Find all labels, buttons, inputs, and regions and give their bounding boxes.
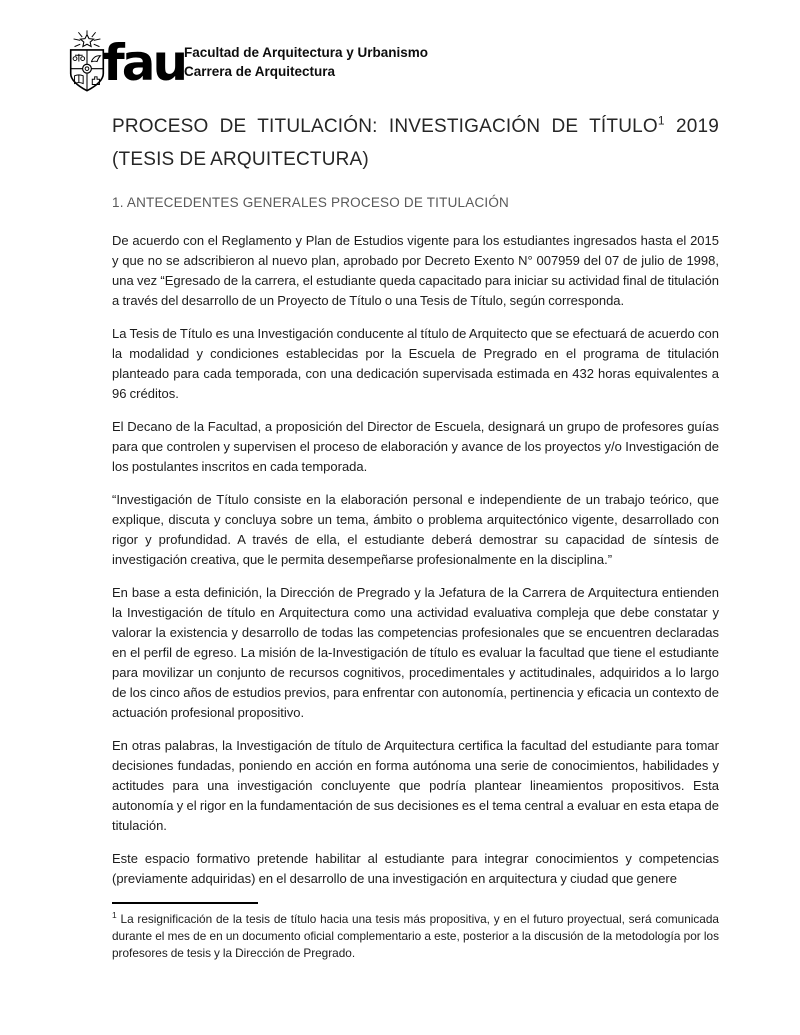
faculty-name: Facultad de Arquitectura y Urbanismo [184, 45, 429, 60]
footnote-text: La resignificación de la tesis de título hacia una tesis más propositiva, y en el futuro proyectual, será comunicada durante el mes de en un documento oficial complementario a este, posterior a la discusión de la metodología por los profesores de tesis y la Dirección de Pregrado. [112, 912, 719, 960]
document-title-text: PROCESO DE TITULACIÓN: INVESTIGACIÓN DE TÍTULO [112, 116, 658, 137]
footnote-separator [112, 902, 258, 904]
body-paragraphs [112, 231, 719, 889]
title-footnote-ref: 1 [657, 113, 665, 128]
section-heading: 1. ANTECEDENTES GENERALES PROCESO DE TITULACIÓN [112, 195, 509, 210]
footnote-marker: 1 [112, 910, 117, 921]
letterhead-text [184, 43, 428, 81]
career-name: Carrera de Arquitectura [184, 64, 336, 79]
document-title [112, 110, 719, 176]
paragraph: La Tesis de Título es una Investigación conducente al título de Arquitecto que se efectuará de acuerdo con la modalidad y condiciones establecidas por la Escuela de Pregrado en el programa de titulación planteado para cada temporada, con una dedicación supervisada estimada en 432 horas equivalentes a 96 créditos. [112, 326, 719, 401]
fau-logotype: fau [103, 34, 186, 92]
paragraph: El Decano de la Facultad, a proposición del Director de Escuela, designará un grupo de profesores guías para que controlen y supervisen el proceso de elaboración y avance de los proyectos y/o Investigación de los postulantes inscritos en cada temporada. [112, 419, 719, 474]
paragraph: De acuerdo con el Reglamento y Plan de Estudios vigente para los estudiantes ingresados hasta el 2015 y que no se adscribieron al nuevo plan, aprobado por Decreto Exento N° 007959 del 07 de julio de 1998, una vez “Egresado de la carrera, el estudiante queda capacitado para iniciar su actividad final de titulación a través del desarrollo de un Proyecto de Título o una Tesis de Título, según corresponda. [112, 233, 719, 308]
document-title-year: 2019 (TESIS DE ARQUITECTURA) [112, 116, 720, 170]
letterhead [64, 28, 524, 94]
document-content [112, 98, 719, 962]
paragraph: Este espacio formativo pretende habilitar al estudiante para integrar conocimientos y competencias (previamente adquiridas) en el desarrollo de una investigación en arquitectura y ciudad que genere [112, 851, 719, 886]
paragraph: En base a esta definición, la Dirección de Pregrado y la Jefatura de la Carrera de Arquitectura entienden la Investigación de título en Arquitectura como una actividad evaluativa compleja que debe constatar y valorar la existencia y desarrollo de todas las competencias profesionales que se encuentren declaradas en el perfil de egreso. La misión de la-Investigación de título es evaluar la facultad que tiene el estudiante para movilizar un conjunto de recursos cognitivos, procedimentales y actitudinales, adquiridos a lo largo de los cinco años de estudios previos, para enfrentar con autonomía, pertinencia y eficacia un contexto de actuación profesional propositivo. [112, 585, 719, 720]
footnote [112, 911, 719, 962]
paragraph: En otras palabras, la Investigación de título de Arquitectura certifica la facultad del estudiante para tomar decisiones fundadas, poniendo en acción en forma autónoma una serie de conocimientos, habilidades y actitudes para una investigación concluyente que podría plantear lineamientos propositivos. Esta autonomía y el rigor en la fundamentación de sus decisiones es el tema central a evaluar en esta etapa de titulación. [112, 738, 719, 833]
paragraph: “Investigación de Título consiste en la elaboración personal e independiente de un trabajo teórico, que explique, discuta y concluya sobre un tema, ámbito o problema arquitectónico vigente, desarrollado con rigor y profundidad. A través de ella, el estudiante deberá demostrar su capacidad de síntesis de investigación creativa, que le permita desempeñarse profesionalmente en la disciplina.” [112, 492, 719, 567]
